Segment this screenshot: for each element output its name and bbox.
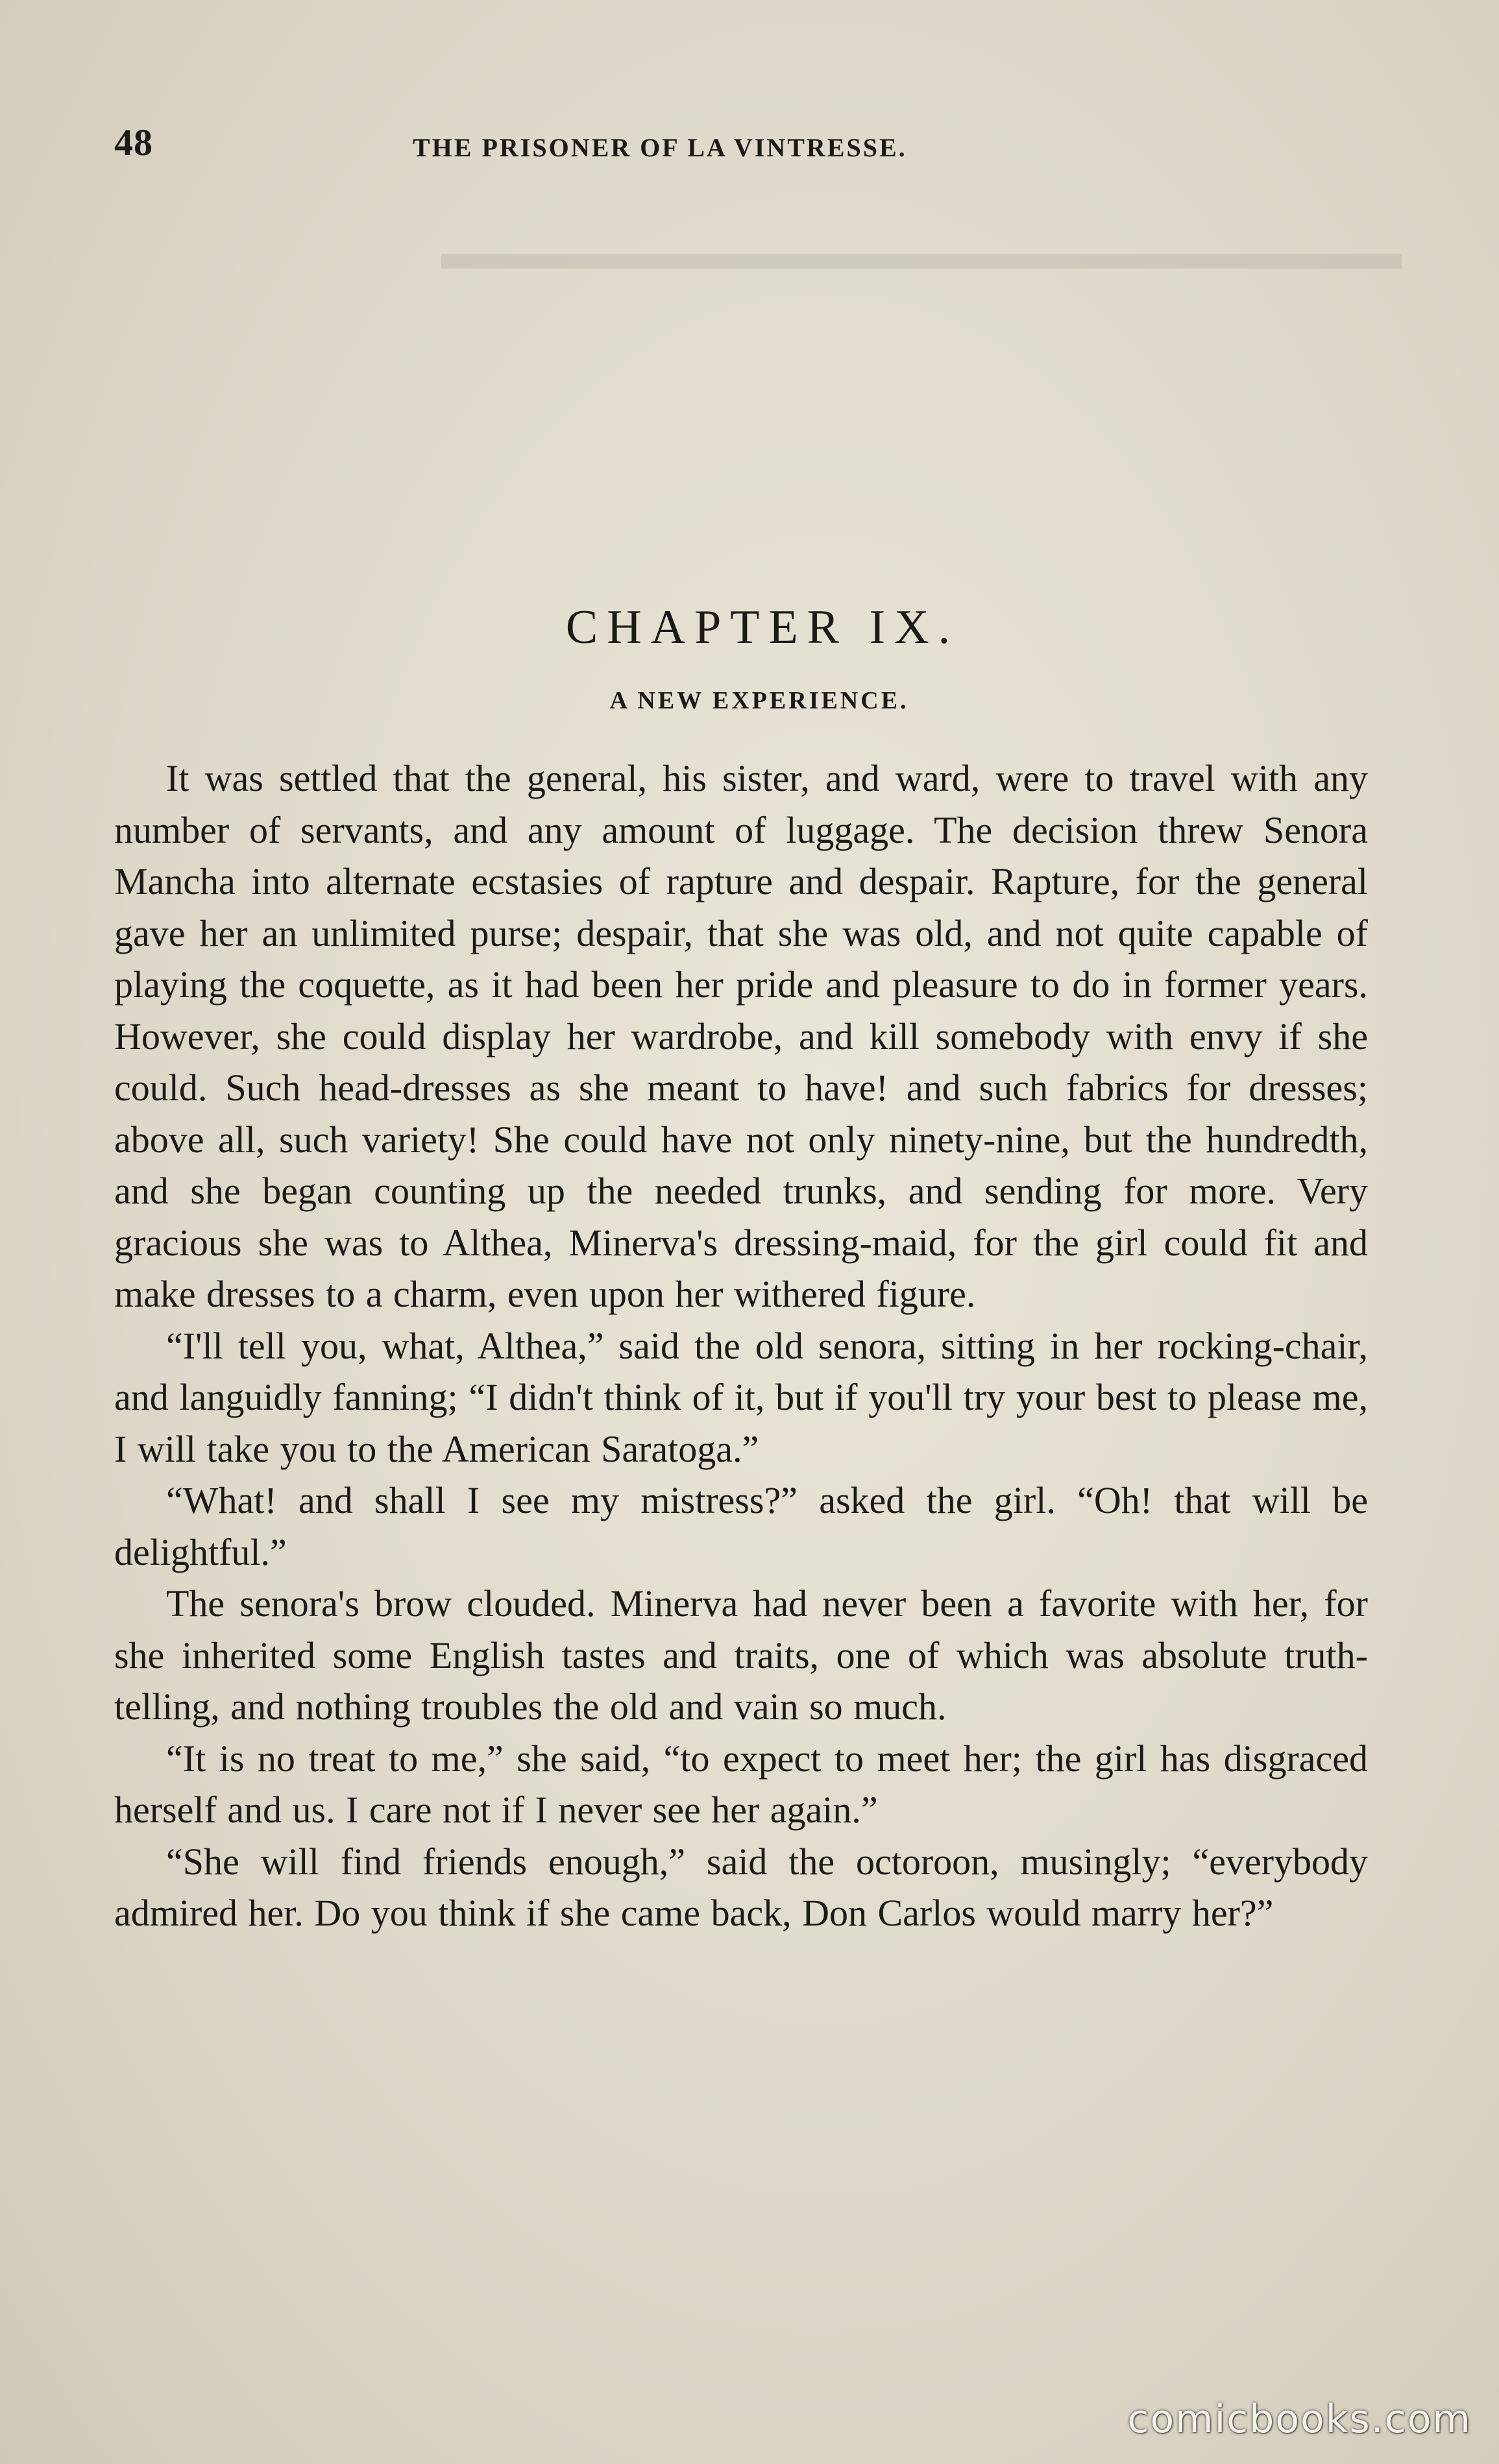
paragraph: “I'll tell you, what, Althea,” said the old senora, sitting in her rocking-chair, and languidly fanning; “I didn't think of it, but if you'll try your best to please me, I will take you to the American Saratoga.” bbox=[114, 1324, 1368, 1470]
page-header bbox=[114, 121, 1385, 173]
paragraph: “She will find friends enough,” said the octoroon, musingly; “everybody admired her. Do you think if she came back, Don Carlos would marry her?” bbox=[114, 1840, 1368, 1934]
page-number: 48 bbox=[114, 121, 153, 163]
paragraph: “It is no treat to me,” she said, “to expect to meet her; the girl has disgraced herself and us. I care not if I never see her again.” bbox=[114, 1737, 1368, 1831]
body-text bbox=[114, 753, 1368, 1939]
paragraph: The senora's brow clouded. Minerva had never been a favorite with her, for she inherited some English tastes and traits, one of which was absolute truth-telling, and nothing troubles the old and vain so much. bbox=[114, 1582, 1368, 1728]
chapter-title: CHAPTER IX. bbox=[565, 601, 960, 654]
running-head: THE PRISONER OF LA VINTRESSE. bbox=[413, 133, 907, 162]
watermark-logo: comicbooks.com bbox=[1127, 2397, 1472, 2442]
chapter-subtitle: A NEW EXPERIENCE. bbox=[609, 687, 909, 714]
paragraph: It was settled that the general, his sister, and ward, were to travel with any number of servants, and any amount of luggage. The decision threw Senora Mancha into alternate ecstasies of rapture and despair. Rapture, for the general gave her an unlimited purse; despair, that she was old, and not quite capable of playing the coquette, as it had been her pride and pleasure to do in former years. However, she could display her wardrobe, and kill somebody with envy if she could. Such head-dresses as she meant to have! and such fabrics for dresses; above all, such variety! She could have not only ninety-nine, but the hundredth, and she began counting up the needed trunks, and sending for more. Very gracious she was to Althea, Minerva's dressing-maid, for the girl could fit and make dresses to a charm, even upon her withered figure. bbox=[114, 757, 1368, 1315]
show-through-texture: ▬▬▬▬▬▬▬▬▬▬▬▬▬▬▬▬▬▬▬▬ bbox=[441, 226, 1402, 280]
paragraph: “What! and shall I see my mistress?” asked the girl. “Oh! that will be delightful.” bbox=[114, 1479, 1368, 1573]
